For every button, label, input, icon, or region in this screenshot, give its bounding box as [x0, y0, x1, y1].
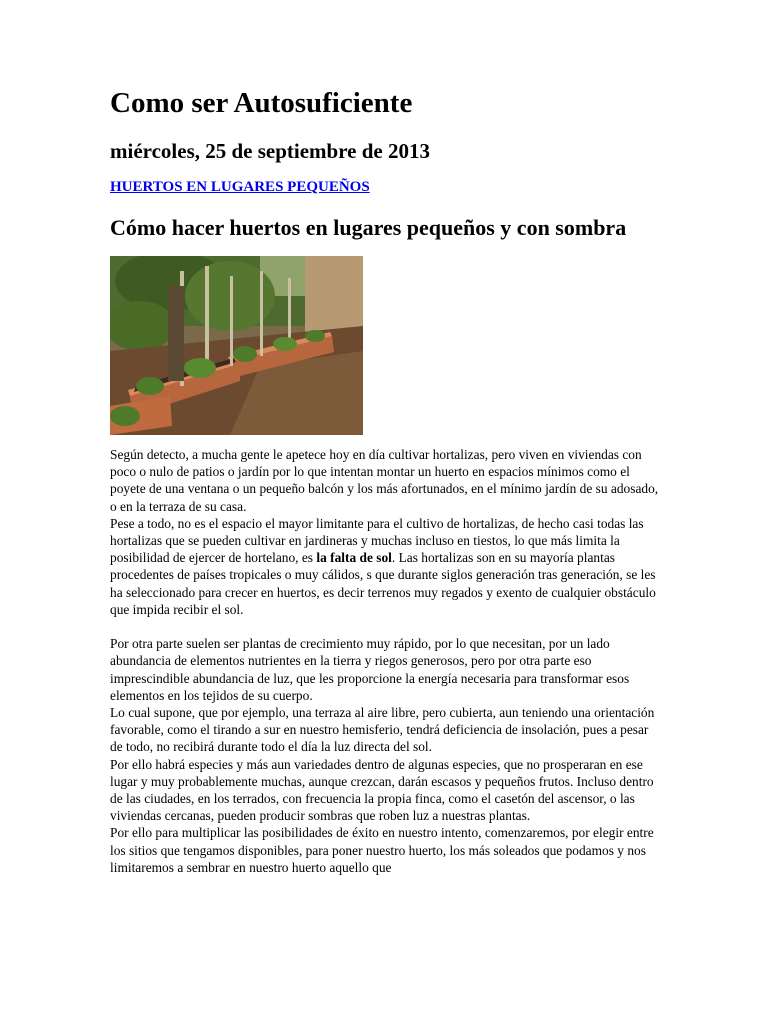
post-date: miércoles, 25 de septiembre de 2013	[110, 139, 430, 163]
paragraph-gap	[110, 618, 662, 635]
post-title-link[interactable]: HUERTOS EN LUGARES PEQUEÑOS	[110, 179, 370, 195]
paragraph-text: Por otra parte suelen ser plantas de crecimiento muy rápido, por lo que necesitan, por un lado abundancia de elementos nutrientes en la tierra y riegos generosos, pero por otra parte eso imprescindible abundancia de luz, que les proporcione la energía necesaria para transformar esos elementos en los tejidos de su cuerpo.	[110, 636, 630, 703]
emphasis-text: la falta de sol	[316, 550, 392, 566]
paragraph	[110, 635, 662, 704]
paragraph-text: . Las hortalizas son en su mayoría plantas procedentes de países tropicales o muy cálidos, s que durante siglos generación tras generación, se les ha seleccionado para crecer en huertos, es decir terrenos muy regados y exento de cualquier obstáculo que impida recibir el sol.	[110, 550, 656, 617]
paragraph-text: Por ello para multiplicar las posibilidades de éxito en nuestro intento, comenzaremos, por elegir entre los sitios que tengamos disponibles, para poner nuestro huerto, los más soleados que podamos y nos limitaremos a sembrar en nuestro huerto aquello que	[110, 825, 654, 875]
paragraph	[110, 446, 662, 515]
garden-planter-photo	[110, 256, 363, 435]
paragraph-text: Lo cual supone, que por ejemplo, una terraza al aire libre, pero cubierta, aun teniendo una orientación favorable, como el tirando a sur en nuestro hemisferio, tendrá deficiencia de insolación, pues a pesar de todo, no recibirá durante todo el día la luz directa del sol.	[110, 705, 655, 755]
paragraph	[110, 515, 662, 618]
paragraph	[110, 824, 662, 876]
paragraph	[110, 704, 662, 756]
paragraph-text: Según detecto, a mucha gente le apetece hoy en día cultivar hortalizas, pero viven en viviendas con poco o nulo de patios o jardín por lo que intentan montar un huerto en espacios mínimos como el poyete de una ventana o un pequeño balcón y los más afortunados, en el mínimo jardín de su adosado, o en la terraza de su casa.	[110, 447, 659, 514]
blog-title: Como ser Autosuficiente	[110, 87, 413, 119]
post-heading: Cómo hacer huertos en lugares pequeños y con sombra	[110, 215, 627, 240]
paragraph-text: Pese a todo, no es el espacio el mayor limitante para el cultivo de hortalizas, de hecho casi todas las hortalizas que se pueden cultivar en jardineras y muchas incluso en tiestos, lo que más limita la posibilidad de ejercer de hortelano, es	[110, 515, 644, 566]
paragraph	[110, 756, 662, 825]
paragraph-text: Por ello habrá especies y más aun variedades dentro de algunas especies, que no prosperaran en ese lugar y muy probablemente muchas, aunque crezcan, darán escasos y pequeños frutos. Incluso dentro de las ciudades, en los terrados, con frecuencia la propia finca, como el casetón del ascensor, o las viviendas cercanas, pueden producir sombras que roben luz a nuestras plantas.	[110, 756, 654, 824]
post-body	[110, 446, 662, 876]
